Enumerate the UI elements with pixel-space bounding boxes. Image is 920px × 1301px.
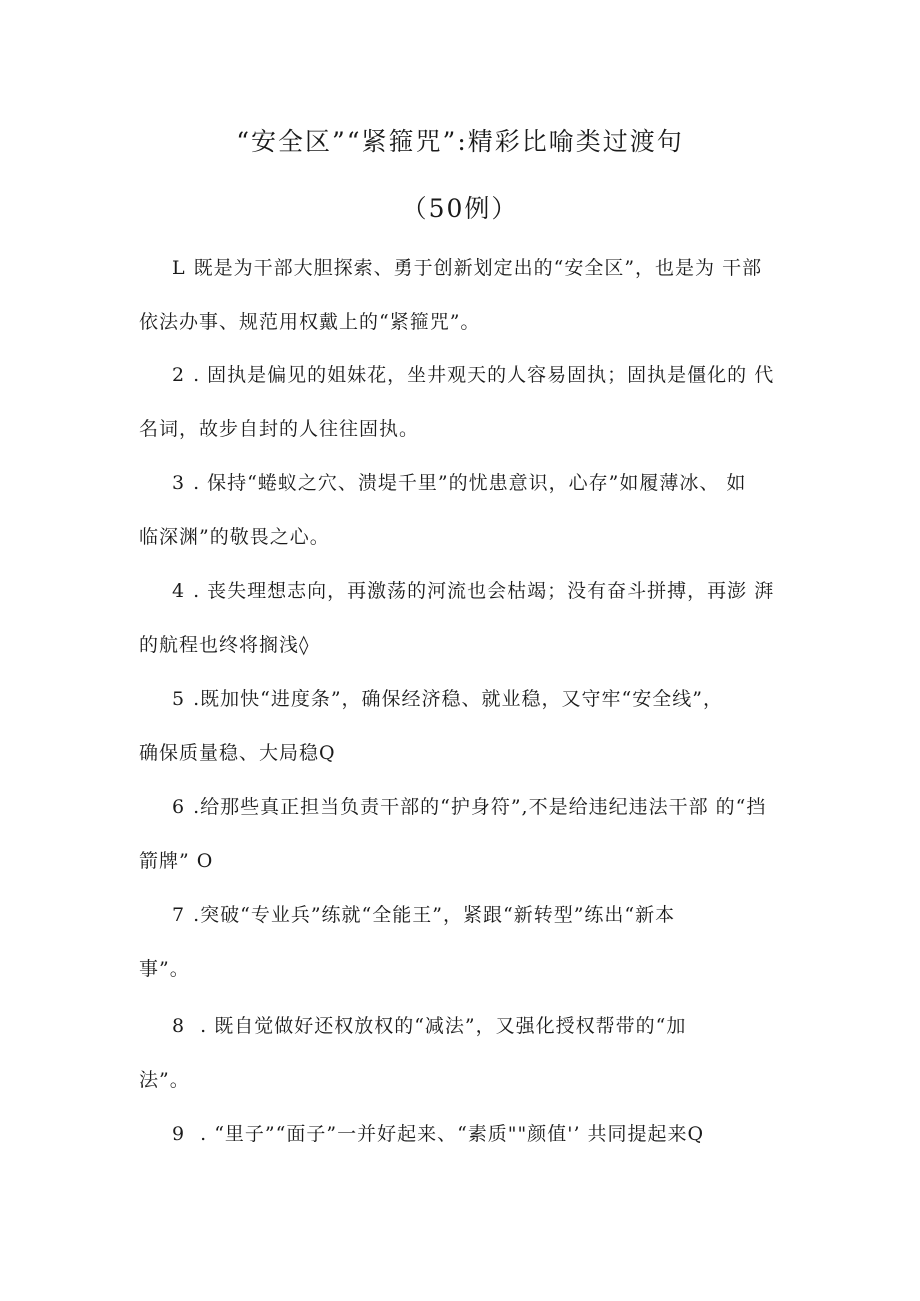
item-number: 6 [172,796,186,818]
item-number: 4 [172,580,186,602]
item-number: 3 [172,472,186,494]
item-first-line [172,795,766,819]
item-number: 8 [172,1015,186,1037]
item-continuation: 箭牌” O [139,850,214,872]
item-text: .既加快“进度条”，确保经济稳、就业稳，又守牢“安全线”， [193,688,723,710]
item-text: . 既自觉做好还权放权的“减法”，又强化授权帮带的“加 [193,1015,687,1037]
item-text: . 丧失理想志向，再激荡的河流也会枯竭；没有奋斗拼搏，再澎 湃 [193,580,775,602]
item-text: . “里子”“面子”一并好起来、“素质""颜值'’ 共同提起来Q [193,1123,705,1145]
item-continuation: 的航程也终将搁浅◊ [139,634,310,656]
item-first-line [172,363,774,387]
document-subtitle: （50例） [401,194,519,223]
item-continuation: 名词，故步自封的人往往固执。 [139,418,420,440]
item-number: 5 [172,688,186,710]
item-number: 7 [172,904,186,926]
item-text: . 固执是偏见的姐妹花，坐井观天的人容易固执；固执是僵化的 代 [193,364,775,386]
item-continuation: 确保质量稳、大局稳Q [139,742,336,764]
item-continuation: 依法办事、规范用权戴上的“紧箍咒”。 [139,311,481,333]
item-first-line [172,1122,704,1146]
item-first-line [172,471,746,495]
item-first-line [172,579,774,603]
item-first-line [172,687,723,711]
item-number: L [172,257,186,279]
document-title: “安全区”“紧箍咒”:精彩比喻类过渡句 [236,127,684,156]
item-first-line [172,1014,686,1038]
item-text: .突破“专业兵”练就“全能王”，紧跟“新转型”练出“新本 [193,904,676,926]
item-text: . 保持“蜷蚁之穴、溃堤千里”的忧患意识，心存”如履薄冰、 如 [193,472,747,494]
item-text: 既是为干部大胆探索、勇于创新划定出的“安全区”，也是为 干部 [193,257,763,279]
item-continuation: 法”。 [139,1069,190,1091]
item-first-line [172,256,762,280]
item-text: .给那些真正担当负责干部的“护身符”,不是给违纪违法干部 的“挡 [193,796,767,818]
item-number: 2 [172,364,186,386]
item-number: 9 [172,1123,186,1145]
item-continuation: 临深渊”的敬畏之心。 [139,526,330,548]
item-first-line [172,903,675,927]
item-continuation: 事”。 [139,958,190,980]
